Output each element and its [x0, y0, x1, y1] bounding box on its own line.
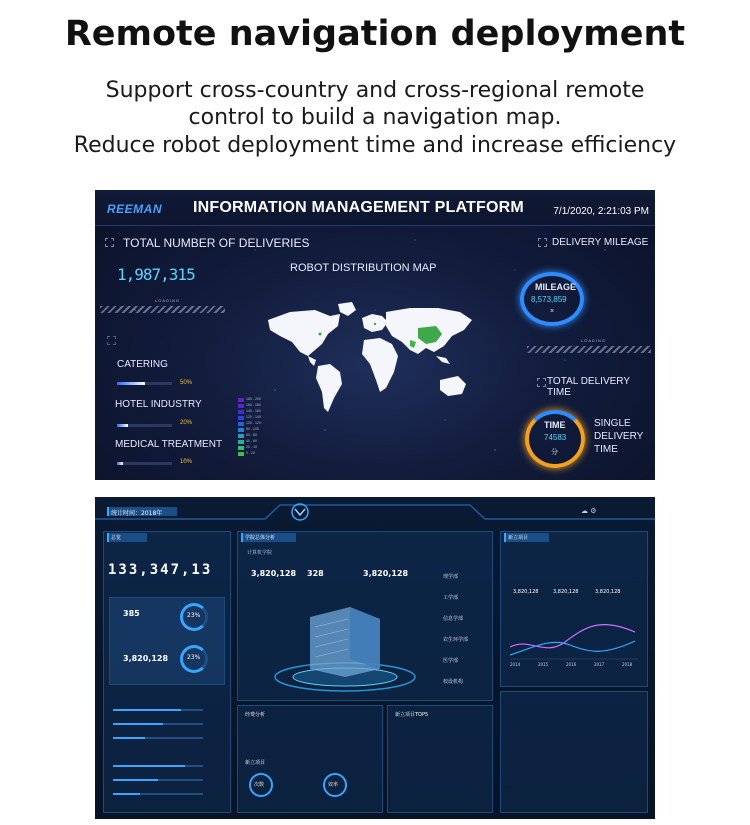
x-axis-tick-label: 2015	[538, 662, 549, 667]
legend-swatch	[238, 416, 244, 420]
center-value-2: 328	[307, 569, 324, 578]
ranking-row-fill	[113, 765, 185, 767]
industry-label-hotel: HOTEL INDUSTRY	[115, 399, 202, 410]
count-label: 次数	[254, 782, 265, 788]
center-value-1: 3,820,128	[251, 569, 297, 578]
hotel-progress	[117, 424, 172, 427]
dashboard-screenshot-2	[95, 497, 655, 819]
ranking-row-bar	[113, 793, 203, 795]
department-item[interactable]: 农生环学部	[443, 637, 469, 643]
new-projects-label: 新立项目	[245, 760, 266, 766]
weather-icon: ☁ ⚙	[581, 507, 597, 515]
legend-swatch	[238, 428, 244, 432]
single-delivery-label-1: SINGLE	[594, 418, 631, 429]
x-axis-tick-label: 2014	[510, 662, 521, 667]
subtitle-line-2: control to build a navigation map.	[188, 105, 562, 130]
legend-swatch	[238, 452, 244, 456]
legend-label: 140 - 160	[246, 409, 261, 413]
right-title: 新立项目	[508, 535, 529, 541]
ranking-row-bar	[113, 723, 203, 725]
single-delivery-label-3: TIME	[594, 444, 618, 455]
stat-a-pct: 23%	[187, 612, 201, 619]
medical-percent: 10%	[180, 459, 193, 465]
legend-label: 40 - 60	[246, 439, 257, 443]
time-value: 74583	[544, 433, 567, 442]
catering-progress-fill	[117, 382, 145, 385]
datetime-readout: 7/1/2020, 2:21:03 PM	[553, 206, 649, 217]
ranking-row-bar	[113, 709, 203, 711]
frame-icon	[105, 238, 114, 247]
divider-hatch	[100, 306, 225, 313]
mileage-value: 8,573,859	[531, 295, 567, 304]
legend-label: 100 - 120	[246, 421, 261, 425]
legend-swatch	[238, 440, 244, 444]
total-delivery-time-label: TOTAL DELIVERY TIME	[547, 376, 630, 398]
legend-label: 160 - 180	[246, 403, 261, 407]
delivery-mileage-label: DELIVERY MILEAGE	[552, 237, 649, 248]
legend-swatch	[238, 446, 244, 450]
legend-label: 60 - 80	[246, 433, 257, 437]
stat-a-value: 385	[123, 609, 140, 618]
department-item[interactable]: 信息学部	[443, 616, 464, 622]
stat-b-value: 3,820,128	[123, 654, 169, 663]
ranking-row-fill	[113, 737, 145, 739]
trend-line-chart	[510, 607, 640, 667]
budget-label: 经费分析	[245, 712, 266, 718]
center-sub: 计算机学院	[247, 550, 273, 556]
ranking-row-bar	[113, 765, 203, 767]
top5-panel	[387, 705, 493, 813]
catering-progress	[117, 382, 172, 385]
stat-b-pct: 23%	[187, 654, 201, 661]
catering-percent: 50%	[180, 380, 193, 386]
map-title: ROBOT DISTRIBUTION MAP	[290, 262, 437, 274]
platform-title: INFORMATION MANAGEMENT PLATFORM	[193, 199, 524, 216]
right-value-1: 3,820,128	[513, 589, 539, 595]
ranking-row-fill	[113, 779, 158, 781]
stat-time-label: 统计时间：2018年	[111, 510, 163, 517]
subtitle-line-3: Reduce robot deployment time and increase efficiency	[73, 133, 677, 158]
ranking-row-bar	[113, 779, 203, 781]
frame-icon	[538, 238, 547, 247]
frame-icon	[537, 378, 546, 387]
legend-swatch	[238, 398, 244, 402]
center-title: 学院总体分析	[245, 535, 276, 541]
platform-topbar	[95, 190, 655, 226]
hotel-progress-fill	[117, 424, 128, 427]
reeman-logo: REEMAN	[107, 202, 163, 216]
single-delivery-label-2: DELIVERY	[594, 431, 644, 442]
legend-swatch	[238, 434, 244, 438]
close-icon: ×	[550, 308, 555, 315]
hotel-percent: 20%	[180, 420, 193, 426]
dashboard2-topbar	[95, 497, 655, 525]
time-label: TIME	[544, 420, 566, 430]
legend-label: 180 - 200	[246, 397, 261, 401]
loading-label-right: LOADING	[581, 338, 607, 343]
legend-swatch	[238, 410, 244, 414]
department-item[interactable]: 校设机构	[443, 679, 464, 685]
campus-building-illustration	[270, 597, 420, 697]
legend-label: 120 - 140	[246, 415, 261, 419]
ranking-row-fill	[113, 793, 140, 795]
subtitle-line-1: Support cross-country and cross-regional remote	[105, 78, 645, 103]
frame-icon	[107, 336, 116, 345]
efficiency-label: 效率	[328, 782, 339, 788]
legend-label: 80 - 100	[246, 427, 259, 431]
right-value-2: 3,820,128	[553, 589, 579, 595]
legend-swatch	[238, 422, 244, 426]
legend-swatch	[238, 404, 244, 408]
world-map	[260, 300, 490, 420]
x-axis-tick-label: 2017	[594, 662, 605, 667]
legend-label: 0 - 20	[246, 451, 255, 455]
x-axis-tick-label: 2016	[566, 662, 577, 667]
dashboard-screenshot-1	[95, 190, 655, 480]
ranking-row-fill	[113, 723, 163, 725]
center-value-3: 3,820,128	[363, 569, 409, 578]
page-title: Remote navigation deployment	[64, 14, 686, 54]
right-value-3: 3,820,128	[595, 589, 621, 595]
total-deliveries-value: 1,987,315	[117, 265, 195, 284]
loading-label: LOADING	[155, 298, 181, 303]
overview-label: 总览	[111, 535, 122, 541]
ranking-row-fill	[113, 709, 181, 711]
department-item[interactable]: 工学部	[443, 595, 459, 601]
legend-label: 20 - 40	[246, 445, 257, 449]
divider-hatch-right	[527, 346, 651, 353]
total-deliveries-label: TOTAL NUMBER OF DELIVERIES	[123, 236, 310, 250]
overview-big-total: 133,347,13	[108, 562, 213, 578]
mileage-label: MILEAGE	[535, 282, 577, 292]
department-item[interactable]: 医学部	[443, 658, 459, 664]
industry-label-medical: MEDICAL TREATMENT	[115, 439, 223, 450]
time-unit: 分	[551, 449, 558, 456]
top5-label: 新立项目TOP5	[395, 712, 429, 718]
medical-progress	[117, 462, 172, 465]
industry-label-catering: CATERING	[117, 359, 168, 370]
right-bottom-panel	[500, 691, 648, 813]
x-axis-tick-label: 2018	[622, 662, 633, 667]
ranking-row-bar	[113, 737, 203, 739]
medical-progress-fill	[117, 462, 123, 465]
department-item[interactable]: 理学部	[443, 574, 459, 580]
